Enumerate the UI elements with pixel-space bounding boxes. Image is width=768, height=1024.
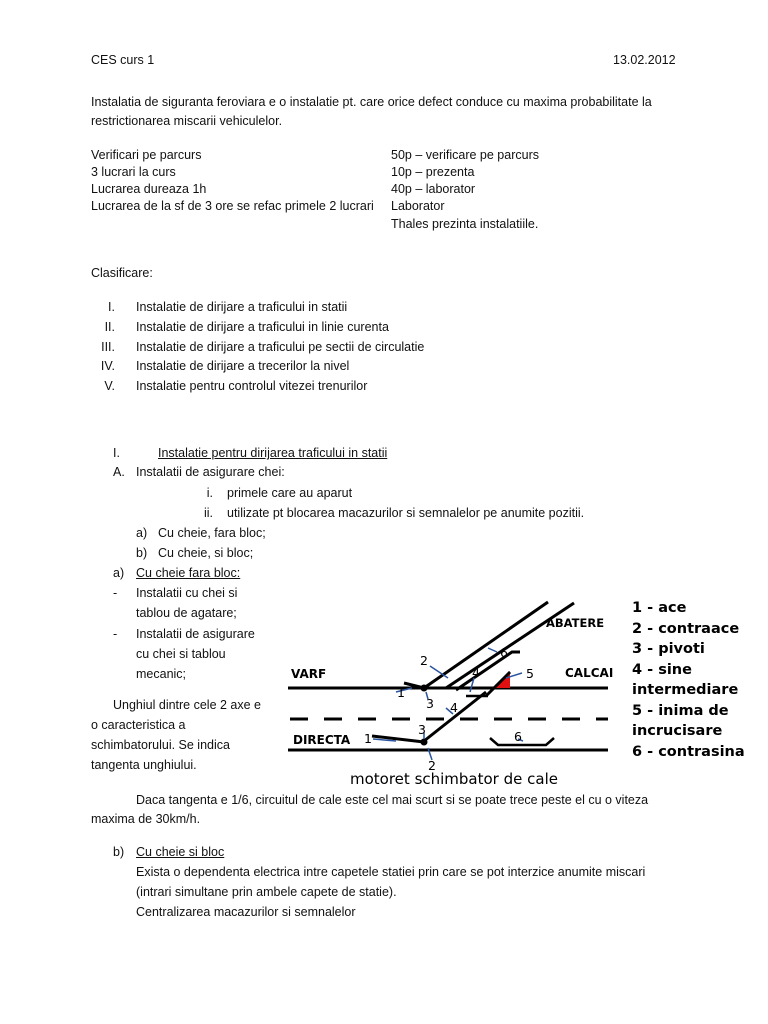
bullet-dash: - [113, 627, 118, 641]
section-num: I. [113, 446, 120, 460]
tangent-line-2: maxima de 30km/h. [91, 812, 201, 826]
legend-line: intermediare [632, 682, 739, 698]
section-title: Instalatie pentru dirijarea traficului in statii [158, 446, 388, 460]
num-4-upper: 4 [472, 665, 480, 680]
para-line: o caracteristica a [91, 718, 186, 732]
list-item: Instalatie de dirijare a trecerilor la nivel [136, 359, 350, 373]
list-item: Instalatie de dirijare a traficului in statii [136, 300, 348, 314]
info-right-5: Thales prezinta instalatiile. [391, 217, 539, 231]
num-2-lower: 2 [428, 758, 436, 773]
intro-line-2: restrictionarea miscarii vehiculelor. [91, 114, 283, 128]
info-right-3: 40p – laborator [391, 182, 476, 196]
subsection-b-num: b) [113, 845, 125, 859]
info-left-3: Lucrarea dureaza 1h [91, 182, 207, 196]
num-4-lower: 4 [450, 700, 458, 715]
bullet-line: Instalatii cu chei si [136, 586, 238, 600]
list-item: Instalatie pentru controlul vitezei trenurilor [136, 379, 368, 393]
option-text: Cu cheie, si bloc; [158, 546, 254, 560]
list-item-num: IV. [100, 359, 115, 373]
pointer-lines [373, 648, 523, 760]
list-item: Instalatie de dirijare a traficului in linie curenta [136, 320, 389, 334]
tangent-line-1: Daca tangenta e 1/6, circuitul de cale este cel mai scurt si se poate trece peste el cu o viteza [136, 793, 649, 807]
num-3-lower: 3 [418, 722, 426, 737]
bullet-line: mecanic; [136, 667, 187, 681]
para-line: Unghiul dintre cele 2 axe e [113, 698, 262, 712]
subsection-b-title: Cu cheie si bloc [136, 845, 225, 859]
legend-line: incrucisare [632, 723, 723, 739]
legend-line: 1 - ace [632, 600, 687, 616]
info-left-4: Lucrarea de la sf de 3 ore se refac primele 2 lucrari [91, 199, 374, 213]
info-right-4: Laborator [391, 199, 445, 213]
option-text: Cu cheie, fara bloc; [158, 526, 266, 540]
bullet-line: Instalatii de asigurare [136, 627, 255, 641]
sub-b-line: Exista o dependenta electrica intre capetele statiei prin care se pot interzice anumite miscari [136, 865, 646, 879]
label-directa: DIRECTA [293, 733, 351, 747]
num-1-lower: 1 [364, 731, 372, 746]
sub-item-text: utilizate pt blocarea macazurilor si semnalelor pe anumite pozitii. [227, 506, 585, 520]
option-num: b) [136, 546, 148, 560]
list-item: Instalatie de dirijare a traficului pe sectii de circulatie [136, 340, 425, 354]
para-line: tangenta unghiului. [91, 758, 197, 772]
num-2-upper: 2 [420, 653, 428, 668]
info-right-2: 10p – prezenta [391, 165, 475, 179]
legend-line: 6 - contrasina [632, 743, 745, 760]
pivot-lower [421, 739, 428, 746]
header-title: CES curs 1 [91, 53, 155, 67]
contrasina-lower [490, 738, 554, 745]
sub-b-line: (intrari simultane prin ambele capete de statie). [136, 885, 397, 899]
list-item-num: III. [101, 340, 115, 354]
track-switch-diagram [285, 590, 630, 790]
subsection-num: a) [113, 566, 125, 580]
label-varf: VARF [291, 667, 327, 681]
num-6-upper: 6 [500, 645, 508, 660]
info-right-1: 50p – verificare pe parcurs [391, 148, 539, 162]
legend-line: 4 - sine [632, 661, 692, 678]
diagram-legend [632, 598, 745, 762]
para-line: schimbatorului. Se indica [91, 738, 230, 752]
info-left-2: 3 lucrari la curs [91, 165, 176, 179]
legend-line: 5 - inima de [632, 702, 729, 719]
subsection-title: Cu cheie fara bloc: [136, 566, 241, 580]
label-calcai: CALCAI [565, 666, 614, 680]
bullet-dash: - [113, 586, 118, 600]
legend-line: 2 - contraace [632, 620, 740, 637]
section-a-text: Instalatii de asigurare chei: [136, 465, 285, 479]
bullet-line: cu chei si tablou [136, 647, 226, 661]
header-date: 13.02.2012 [613, 53, 676, 67]
num-6-lower: 6 [514, 729, 522, 744]
list-item-num: II. [104, 320, 115, 334]
section-a-label: A. [113, 465, 125, 479]
legend-line: 3 - pivoti [632, 641, 705, 657]
intro-line-1: Instalatia de siguranta feroviara e o instalatie pt. care orice defect conduce cu maxima probabilitate la [91, 95, 652, 109]
num-3-upper: 3 [426, 696, 434, 711]
sub-item-text: primele care au aparut [227, 486, 353, 500]
label-abatere: ABATERE [546, 616, 605, 630]
list-item-num: I. [108, 300, 115, 314]
num-5: 5 [526, 666, 534, 681]
num-1-upper: 1 [397, 685, 405, 700]
sub-item-num: ii. [203, 506, 213, 520]
diagram-caption: motoret schimbator de cale [350, 770, 558, 788]
sub-item-num: i. [206, 486, 213, 500]
info-left-1: Verificari pe parcurs [91, 148, 202, 162]
option-num: a) [136, 526, 148, 540]
sub-b-line: Centralizarea macazurilor si semnalelor [136, 905, 356, 919]
bullet-line: tablou de agatare; [136, 606, 237, 620]
pivot-upper [421, 685, 428, 692]
list-item-num: V. [104, 379, 115, 393]
classification-title: Clasificare: [91, 266, 153, 280]
